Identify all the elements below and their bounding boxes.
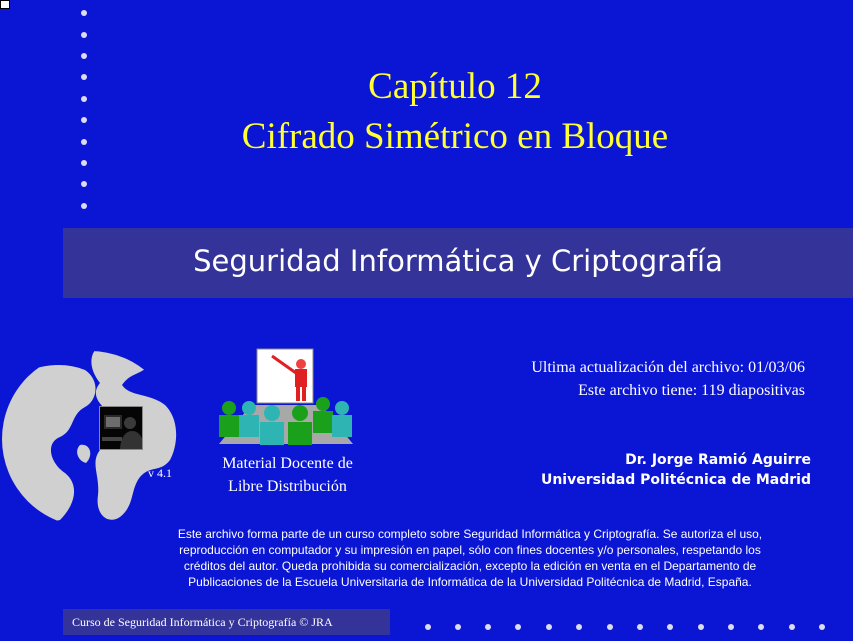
chapter-title: Capítulo 12 (368, 66, 542, 107)
footer-band: Curso de Seguridad Informática y Criptografía © JRA (63, 609, 390, 635)
decor-dot (515, 624, 521, 630)
person-at-computer-icon (100, 407, 143, 450)
license-notice (118, 526, 822, 590)
decor-dot (637, 624, 643, 630)
decor-dot (81, 181, 87, 187)
decor-dot (81, 32, 87, 38)
update-info (531, 356, 805, 402)
notice-line-4: Publicaciones de la Escuela Universitaria de Informática de la Universidad Politécnica de Madrid, España. (188, 575, 752, 589)
decor-dot (81, 117, 87, 123)
slide-title (150, 62, 760, 162)
material-line-2: Libre Distribución (228, 478, 347, 495)
slide-count-text: Este archivo tiene: 119 diapositivas (578, 382, 805, 399)
decor-dot (81, 10, 87, 16)
decor-dot (728, 624, 734, 630)
course-subtitle: Seguridad Informática y Criptografía (193, 244, 723, 278)
presentation-clipart-icon (215, 347, 357, 447)
subtitle-band (63, 228, 853, 298)
decor-dot (425, 624, 431, 630)
globe-icon (0, 345, 190, 530)
decor-dot (485, 624, 491, 630)
decor-dot (607, 624, 613, 630)
author-institution: Universidad Politécnica de Madrid (540, 472, 811, 488)
notice-line-1: Este archivo forma parte de un curso completo sobre Seguridad Informática y Criptografía. Se autoriza el uso, (177, 527, 763, 541)
decor-dot (81, 74, 87, 80)
decor-dot (819, 624, 825, 630)
material-label (195, 452, 380, 498)
decor-dot (576, 624, 582, 630)
author-photo (99, 406, 143, 450)
decor-dot (81, 203, 87, 209)
decor-dot (667, 624, 673, 630)
chapter-topic: Cifrado Simétrico en Bloque (241, 116, 669, 157)
decor-dot (698, 624, 704, 630)
decor-dot (81, 96, 87, 102)
decor-dot (546, 624, 552, 630)
decor-dot (81, 53, 87, 59)
decor-dot (455, 624, 461, 630)
decor-dot (758, 624, 764, 630)
last-update-text: Ultima actualización del archivo: 01/03/06 (531, 359, 805, 376)
material-line-1: Material Docente de (222, 455, 353, 472)
author-info (541, 450, 811, 490)
author-name: Dr. Jorge Ramió Aguirre (625, 452, 811, 468)
notice-line-2: reproducción en computador y su impresión en papel, sólo con fines docentes y/o personales, respetando los (179, 543, 761, 557)
notice-line-3: créditos del autor. Queda prohibida su comercialización, excepto la edición en venta en el Departamento de (183, 559, 757, 573)
decor-dot (81, 139, 87, 145)
decor-dot (789, 624, 795, 630)
decor-dot (81, 160, 87, 166)
corner-marker (0, 0, 10, 9)
version-label: v 4.1 (148, 466, 172, 480)
